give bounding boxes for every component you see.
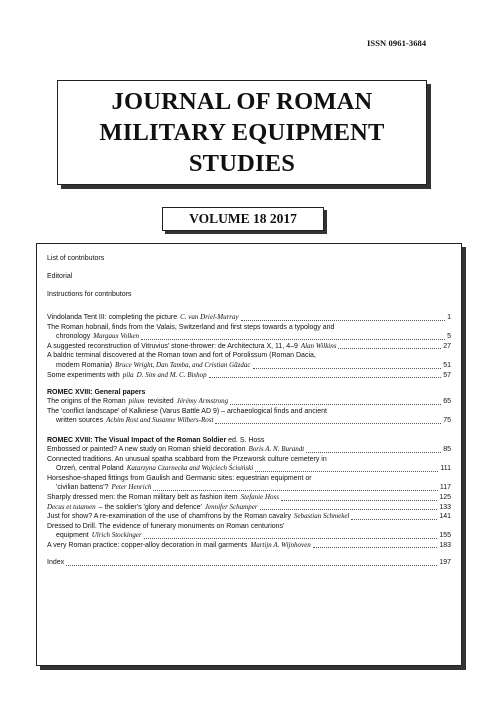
entry-title: Dressed to Drill. The evidence of funerary monuments on Roman centurions' [47, 522, 285, 530]
toc-entry [47, 503, 451, 513]
entry-page: 85 [443, 445, 451, 453]
entry-page: 75 [443, 417, 451, 425]
entry-title-cont: modern Romania) [56, 361, 113, 369]
entry-title-cont: written sources [56, 417, 104, 425]
dot-leader [253, 368, 442, 369]
dot-leader [255, 471, 438, 472]
toc-entry [47, 397, 451, 407]
journal-title-line-2: MILITARY EQUIPMENT [99, 119, 385, 146]
entry-page: 183 [439, 541, 451, 549]
entry-title: The 'conflict landscape' of Kalkriese (Varus Battle AD 9) – archaeological finds and ancient [47, 407, 327, 415]
table-of-contents [36, 243, 462, 666]
entry-title-cont: Orzeń, central Poland [56, 465, 124, 473]
entry-page: 117 [439, 484, 451, 492]
dot-leader [141, 339, 445, 340]
journal-title-line-3: STUDIES [188, 150, 296, 177]
entry-page: 155 [439, 532, 451, 540]
section-heading-general: ROMEC XVIII: General papers [47, 389, 146, 397]
section-heading-text: ROMEC XVIII: The Visual Impact of the Roman Soldier [47, 436, 227, 444]
volume-label: VOLUME 18 2017 [162, 207, 324, 231]
dot-leader [66, 565, 437, 566]
entry-page: 133 [439, 503, 451, 511]
entry-author: Achim Rost and Susanne Wilbers-Rost [106, 416, 214, 425]
entry-title: A baldric terminal discovered at the Roman town and fort of Porolissum (Roman Dacia, [47, 352, 316, 360]
entry-page: 125 [439, 493, 451, 501]
entry-author: Alan Wilkins [300, 341, 337, 350]
entry-page: 65 [443, 398, 451, 406]
entry-title-italic: Decus et tutamen [47, 502, 96, 511]
section-editor: ed. S. Hoss [228, 436, 265, 444]
entry-page: 1 [447, 314, 451, 321]
entry-title: Some experiments with [47, 371, 120, 379]
entry-title-italic: pila [122, 370, 134, 379]
entry-author: Martijn A. Wijnhoven [250, 540, 311, 549]
toc-entry [47, 541, 451, 551]
entry-title: Connected traditions. An unusual spatha scabbard from the Przeworsk culture cemetery in [47, 455, 327, 463]
toc-entry [47, 407, 451, 426]
dot-leader [338, 348, 441, 349]
toc-entry [47, 313, 451, 323]
entry-page: 197 [439, 559, 451, 567]
entry-author: Peter Henrich [111, 483, 152, 492]
dot-leader [153, 490, 437, 491]
entry-title: Vindolanda Tent III: completing the picture [47, 314, 178, 321]
entry-author: Katarzyna Czarnecka and Wojciech Ścisiński [126, 464, 254, 473]
entry-page: 27 [443, 342, 451, 350]
entry-title: – the soldier's 'glory and defence' [98, 503, 202, 511]
issn-number: ISSN 0961-3684 [367, 38, 427, 48]
dot-leader [241, 320, 445, 321]
toc-entry [47, 455, 451, 474]
dot-leader [144, 538, 438, 539]
entry-author: Boris A. N. Burandt [248, 444, 305, 453]
entry-page: 141 [439, 513, 451, 521]
dot-leader [209, 377, 442, 378]
toc-entry [47, 323, 451, 342]
entry-title-cont: revisited [147, 398, 174, 406]
dot-leader [281, 500, 437, 501]
entry-page: 5 [447, 333, 451, 341]
dot-leader [215, 423, 441, 424]
toc-entry [47, 351, 451, 370]
entry-title-cont: chronology [56, 333, 91, 341]
dot-leader [230, 404, 441, 405]
entry-title: The origins of the Roman [47, 398, 126, 406]
toc-entry [47, 445, 451, 455]
toc-list-of-contributors: List of contributors [47, 255, 105, 262]
toc-entry [47, 522, 451, 541]
entry-author: D. Sim and M. C. Bishop [136, 370, 207, 379]
entry-title-cont: 'civilian battens'? [56, 484, 109, 492]
entry-author: Sebastian Schmekel [293, 512, 350, 521]
toc-entry [47, 342, 451, 352]
entry-author: Margaux Volken [93, 332, 140, 341]
entry-title: Horseshoe-shaped fittings from Gaulish and Germanic sites: equestrian equipment or [47, 474, 312, 482]
dot-leader [351, 519, 437, 520]
entry-title: A suggested reconstruction of Vitruvius' stone-thrower: de Architectura X, 11, 4–9 [47, 342, 298, 350]
entry-author: Bruce Wright, Dan Tamba, and Cristian Găzdac [115, 360, 251, 369]
entry-author: Jérémy Armstrong [176, 397, 229, 406]
journal-title-line-1: JOURNAL OF ROMAN [111, 88, 373, 115]
toc-entry-index [47, 558, 451, 568]
toc-entry [47, 493, 451, 503]
entry-author: C. van Driel-Murray [180, 313, 239, 321]
section-heading-visual [47, 436, 451, 445]
entry-title: The Roman hobnail, finds from the Valais, Switzerland and first steps towards a typology and [47, 323, 335, 331]
entry-author: Stefanie Hoss [240, 492, 279, 501]
dot-leader [260, 509, 438, 510]
entry-page: 51 [443, 361, 451, 369]
journal-title-box [57, 80, 427, 185]
entry-page: 57 [443, 371, 451, 379]
entry-title-cont: equipment [56, 532, 89, 540]
entry-title: Just for show? A re-examination of the use of chamfrons by the Roman cavalry [47, 513, 291, 521]
entry-title: Sharply dressed men: the Roman military belt as fashion item [47, 493, 238, 501]
entry-title: Index [47, 559, 65, 567]
entry-title-italic: pilum [128, 397, 145, 406]
toc-entry [47, 371, 451, 381]
toc-editorial: Editorial [47, 273, 73, 280]
dot-leader [313, 547, 438, 548]
toc-instructions: Instructions for contributors [47, 291, 132, 298]
entry-author: Ulrich Stockinger [91, 531, 142, 540]
entry-title: A very Roman practice: copper-alloy decoration in mail garments [47, 541, 248, 549]
entry-author: Jennifer Schamper [204, 502, 258, 511]
toc-entry [47, 512, 451, 522]
dot-leader [306, 452, 441, 453]
entry-page: 111 [440, 465, 451, 473]
entry-title: Embossed or painted? A new study on Roman shield decoration [47, 445, 246, 453]
toc-entry [47, 474, 451, 493]
